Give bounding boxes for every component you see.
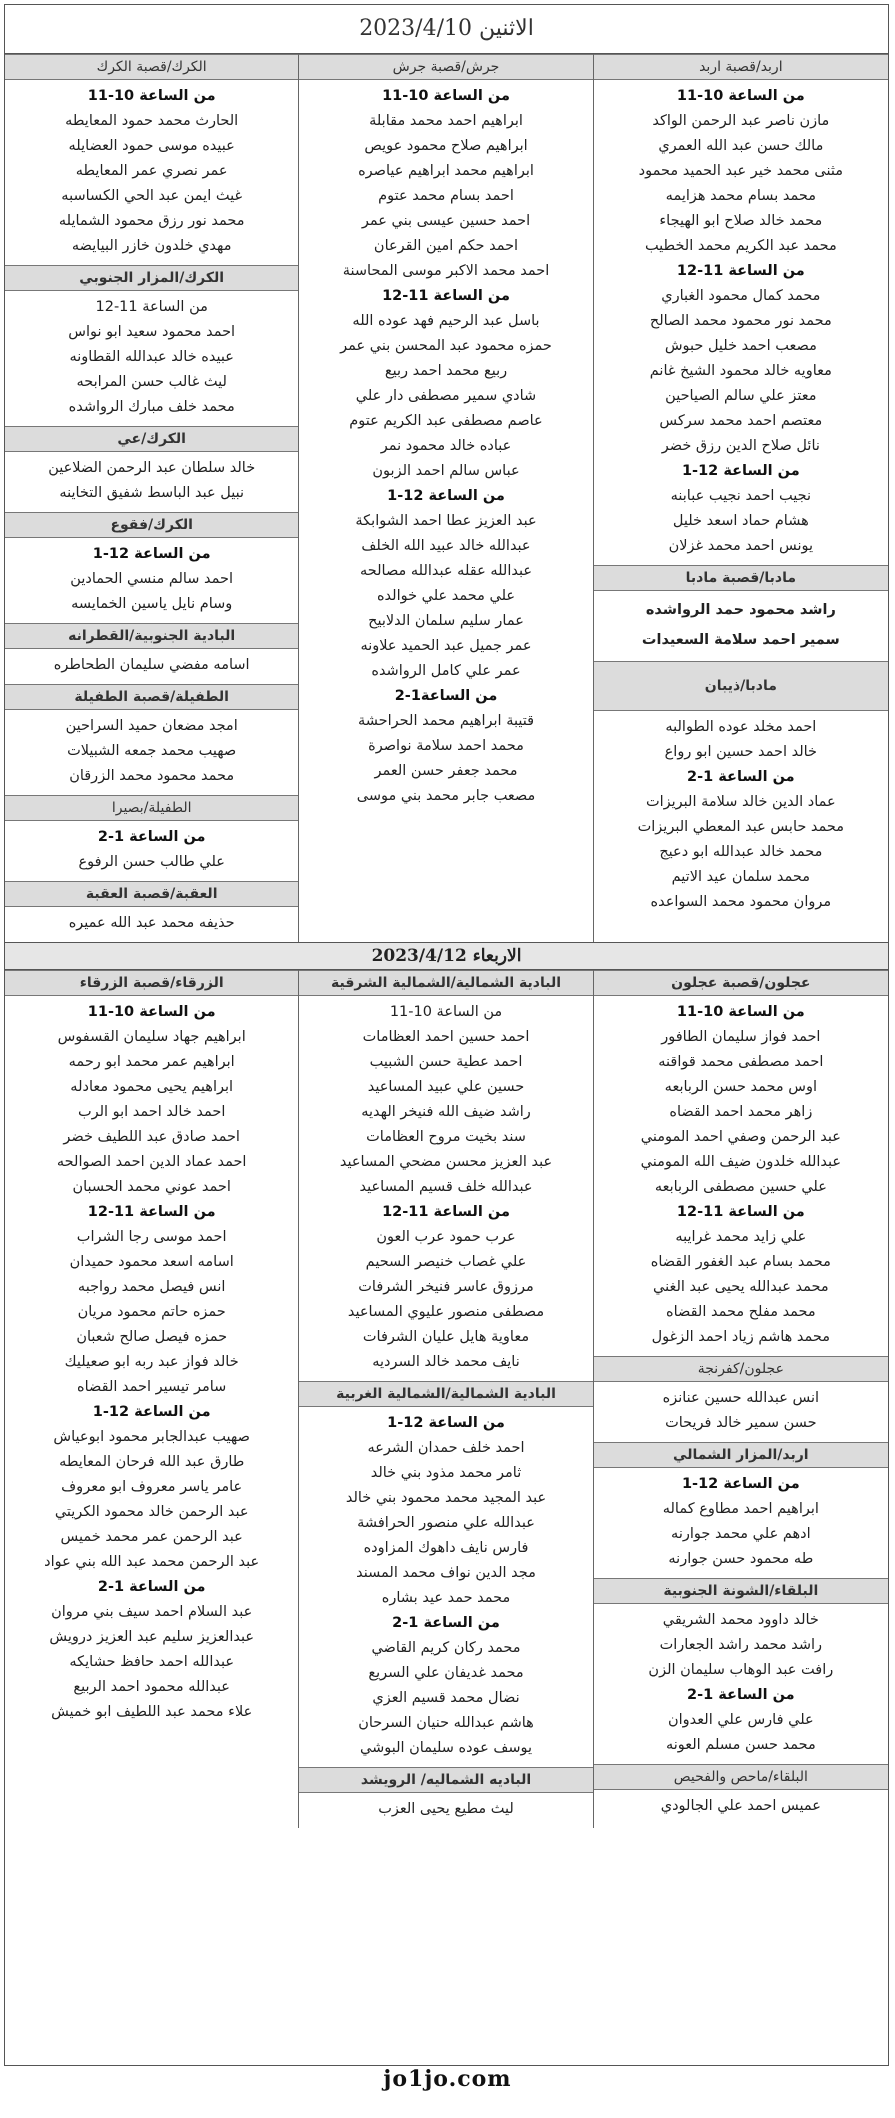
time-slot-label: من الساعة 12-1 xyxy=(681,1476,800,1492)
name-line: عبد الرحمن محمد عبد الله بني عواد xyxy=(44,1554,260,1570)
name-line: عبدالله خالد عبيد الله الخلف xyxy=(361,538,531,554)
name-line: راشد محمد راشد الجعارات xyxy=(659,1637,823,1653)
name-line: من الساعة 10-11 xyxy=(389,1004,503,1020)
section-body xyxy=(5,80,298,265)
name-line: ربيع محمد احمد ربيع xyxy=(384,363,508,379)
section-body xyxy=(5,649,298,684)
name-line: علي زايد محمد غرايبه xyxy=(675,1229,807,1245)
section-header: اربد/المزار الشمالي xyxy=(594,1442,888,1468)
section-body xyxy=(5,710,298,795)
name-line: مازن ناصر عبد الرحمن الواكد xyxy=(652,113,830,129)
name-line: غيث ايمن عبد الحي الكساسبه xyxy=(61,188,243,204)
time-slot-label: من الساعة 11-12 xyxy=(676,1204,805,1220)
name-line: محمد غديفان علي السريع xyxy=(368,1665,524,1681)
name-line: حمزه حاتم محمود مريان xyxy=(77,1304,226,1320)
name-line: سامر تيسير احمد القضاه xyxy=(77,1379,227,1395)
name-line: محمد حمد عيد بشاره xyxy=(381,1590,511,1606)
name-line: نائل صلاح الدين رزق خضر xyxy=(661,438,820,454)
section-header: الطفيلة/بصيرا xyxy=(5,795,298,821)
name-line: محمد عبدالله يحيى عبد الغني xyxy=(653,1279,829,1295)
time-slot-label: من الساعة 12-1 xyxy=(387,488,505,504)
section-header: البلقاء/الشونة الجنوبية xyxy=(594,1578,888,1604)
name-line: رافت عبد الوهاب سليمان الزن xyxy=(648,1662,834,1678)
name-line: عبدالله خلدون ضيف الله المومني xyxy=(640,1154,842,1170)
name-line: صهيب عبدالجابر محمود ابوعياش xyxy=(53,1429,250,1445)
name-line: عباده خالد محمود نمر xyxy=(380,438,512,454)
name-line: احمد مخلد عوده الطوالبه xyxy=(665,719,817,735)
name-line: عبدالعزيز سليم عبد العزيز درويش xyxy=(49,1629,254,1645)
section-body xyxy=(5,996,298,1731)
name-line: اسامه اسعد محمود حميدان xyxy=(69,1254,234,1270)
section-body xyxy=(5,907,298,942)
name-line: يوسف عوده سليمان البوشي xyxy=(359,1740,533,1756)
time-slot-label: من الساعة 10-11 xyxy=(87,88,216,104)
name-line: ادهم علي محمد جوارنه xyxy=(671,1526,811,1542)
section-body xyxy=(5,452,298,512)
name-line: حذيفه محمد عبد الله عميره xyxy=(68,915,235,931)
name-line: احمد موسى رجا الشراب xyxy=(76,1229,227,1245)
name-line: نبيل عبد الباسط شفيق التخاينه xyxy=(59,485,245,501)
name-line: محمد هاشم زياد احمد الزغول xyxy=(651,1329,831,1345)
day1-title: الاثنين 2023/4/10 xyxy=(5,5,888,54)
name-line: يونس احمد محمد غزلان xyxy=(668,538,814,554)
section-header: عجلون/كفرنجة xyxy=(594,1356,888,1382)
day1-columns xyxy=(5,54,888,942)
name-line: باسل عبد الرحيم فهد عوده الله xyxy=(352,313,540,329)
name-line: محمد خلف مبارك الرواشده xyxy=(68,399,235,415)
time-slot-label: من الساعة 10-11 xyxy=(382,88,510,104)
name-line: احمد خلف حمدان الشرعه xyxy=(367,1440,525,1456)
name-line: عباس سالم احمد الزبون xyxy=(372,463,520,479)
name-line: علي محمد علي خوالده xyxy=(376,588,516,604)
name-line: عبيده موسى حمود العضايله xyxy=(68,138,235,154)
name-line: ابراهيم محمد ابراهيم عياصره xyxy=(358,163,534,179)
name-line: احمد بسام محمد عتوم xyxy=(378,188,514,204)
section-header: البادية الجنوبية/القطرانه xyxy=(5,623,298,649)
time-slot-label: من الساعة 10-11 xyxy=(676,88,805,104)
name-line: طه محمود حسن جوارنه xyxy=(668,1551,814,1567)
name-line: احمد محمد الاكبر موسى المحاسنة xyxy=(342,263,550,279)
name-line: علي طالب حسن الرفوع xyxy=(78,854,225,870)
time-slot-label: من الساعة1-2 xyxy=(394,688,498,704)
name-line: محمد احمد سلامة نواصرة xyxy=(368,738,524,754)
section-header: البلقاء/ماحص والفحيص xyxy=(594,1764,888,1790)
column-zarqa xyxy=(5,970,299,1828)
name-line: احمد عوني محمد الحسبان xyxy=(72,1179,231,1195)
name-line: محمد بسام محمد هزايمه xyxy=(665,188,816,204)
name-line: محمد مفلح محمد القضاه xyxy=(665,1304,816,1320)
name-line: مهدي خلدون خازر البيايضه xyxy=(71,238,232,254)
name-line: محمد جعفر حسن العمر xyxy=(374,763,518,779)
name-line: محمد خالد صلاح ابو الهيجاء xyxy=(659,213,823,229)
name-line: معتز علي سالم الصياحين xyxy=(665,388,817,404)
name-line: علي فارس علي العدوان xyxy=(667,1712,814,1728)
name-line: ليث مطيع يحيى العزب xyxy=(378,1801,514,1817)
name-line: فارس نايف داهوك المزاوده xyxy=(363,1540,529,1556)
section-header: الكرك/عي xyxy=(5,426,298,452)
name-line: عرب حمود عرب العون xyxy=(376,1229,516,1245)
name-line: عمر علي كامل الرواشده xyxy=(371,663,521,679)
name-line: نضال محمد قسيم العزي xyxy=(372,1690,520,1706)
name-line: ابراهيم يحيى محمود معادله xyxy=(70,1079,234,1095)
name-line: عماد الدين خالد سلامة البريزات xyxy=(645,794,836,810)
column-ajloun xyxy=(594,970,888,1828)
name-line: الحارث محمد حمود المعايطه xyxy=(65,113,239,129)
section-header: جرش/قصبة جرش xyxy=(299,54,592,80)
time-slot-label: من الساعة 12-1 xyxy=(681,463,800,479)
time-slot-label: من الساعة 10-11 xyxy=(87,1004,216,1020)
time-slot-label: من الساعة 11-12 xyxy=(87,1204,216,1220)
name-line: عبدالله علي منصور الحرافشة xyxy=(357,1515,535,1531)
name-line: حمزه فيصل صالح شعبان xyxy=(76,1329,228,1345)
name-line: مصطفى منصور عليوي المساعيد xyxy=(347,1304,545,1320)
name-line: احمد عماد الدين احمد الصوالحه xyxy=(56,1154,247,1170)
time-slot-label: من الساعة 12-1 xyxy=(92,1404,211,1420)
name-line: محمد حسن مسلم العونه xyxy=(665,1737,816,1753)
day2-title: الاربعاء 2023/4/12 xyxy=(5,942,888,970)
time-slot-label: من الساعة 1-2 xyxy=(97,829,206,845)
name-line: محمد خالد عبدالله ابو دعيج xyxy=(659,844,823,860)
name-line: محمد عبد الكريم محمد الخطيب xyxy=(644,238,837,254)
name-line: محمد بسام عبد الغفور القضاه xyxy=(650,1254,831,1270)
name-line: نايف محمد خالد السرديه xyxy=(372,1354,520,1370)
time-slot-label: من الساعة 1-2 xyxy=(687,769,795,785)
name-line: محمد كمال محمود الغباري xyxy=(661,288,821,304)
name-line: خالد سلطان عبد الرحمن الضلاعين xyxy=(48,460,256,476)
name-line: حسين علي عبيد المساعيد xyxy=(367,1079,525,1095)
name-line: راشد محمود حمد الرواشده xyxy=(645,602,836,618)
time-slot-label: من الساعة 1-2 xyxy=(97,1579,206,1595)
name-line: محمد نور محمود محمد الصالح xyxy=(649,313,832,329)
section-header: البادية الشمالية/الشمالية الشرقية xyxy=(299,970,592,996)
name-line: انس عبدالله حسين عنانزه xyxy=(662,1390,820,1406)
name-line: قتيبة ابراهيم محمد الحراحشة xyxy=(357,713,535,729)
site-footer: jo1jo.com xyxy=(383,2066,512,2092)
name-line: ابراهيم جهاد سليمان القسفوس xyxy=(57,1029,246,1045)
name-line: احمد فواز سليمان الطافور xyxy=(661,1029,821,1045)
name-line: مصعب جابر محمد بني موسى xyxy=(356,788,536,804)
name-line: عمار سليم سلمان الدلابيح xyxy=(368,613,524,629)
name-line: معتصم احمد محمد سركس xyxy=(659,413,823,429)
name-line: احمد عطية حسن الشبيب xyxy=(369,1054,523,1070)
name-line: محمد حابس عبد المعطي البريزات xyxy=(637,819,845,835)
name-line: عبد الرحمن وصفي احمد المومني xyxy=(640,1129,841,1145)
column-karak xyxy=(5,54,299,942)
name-line: مثنى محمد خير عبد الحميد محمود xyxy=(638,163,844,179)
name-line: معاوية هايل عليان الشرفات xyxy=(362,1329,530,1345)
name-line: مروان محمود محمد السواعده xyxy=(650,894,832,910)
section-body xyxy=(594,711,888,921)
section-header: عجلون/قصبة عجلون xyxy=(594,970,888,996)
section-body xyxy=(594,1604,888,1764)
name-line: سمير احمد سلامة السعيدات xyxy=(641,632,840,648)
section-body xyxy=(594,996,888,1356)
name-line: ليث غالب حسن المرابحه xyxy=(76,374,227,390)
section-body xyxy=(299,996,592,1381)
name-line: عبدالله خلف قسيم المساعيد xyxy=(359,1179,533,1195)
name-line: محمد نور رزق محمود الشمايله xyxy=(58,213,245,229)
name-line: عبد الرحمن خالد محمود الكريتي xyxy=(54,1504,249,1520)
name-line: عامر ياسر معروف ابو معروف xyxy=(61,1479,243,1495)
schedule-page xyxy=(4,4,889,2066)
name-line: احمد حسين احمد العظامات xyxy=(362,1029,530,1045)
section-header: الكرك/فقوع xyxy=(5,512,298,538)
name-line: علاء محمد عبد اللطيف ابو خميش xyxy=(51,1704,253,1720)
time-slot-label: من الساعة 11-12 xyxy=(676,263,805,279)
name-line: احمد مصطفى محمد قواقنه xyxy=(658,1054,824,1070)
name-line: احمد حكم امين القرعان xyxy=(373,238,519,254)
name-line: مجد الدين نواف محمد المسند xyxy=(356,1565,536,1581)
time-slot-label: من الساعة 11-12 xyxy=(382,288,510,304)
time-slot-label: من الساعة 11-12 xyxy=(382,1204,510,1220)
name-line: عميس احمد علي الجالودي xyxy=(660,1798,821,1814)
name-line: عبدالله محمود احمد الربيع xyxy=(73,1679,230,1695)
name-line: ابراهيم صلاح محمود عويص xyxy=(364,138,528,154)
name-line: مالك حسن عبد الله العمري xyxy=(658,138,824,154)
name-line: احمد محمود سعيد ابو نواس xyxy=(68,324,236,340)
name-line: عبيده خالد عبدالله القطاونه xyxy=(69,349,234,365)
section-header: الكرك/قصبة الكرك xyxy=(5,54,298,80)
section-header: الكرك/المزار الجنوبي xyxy=(5,265,298,291)
name-line: عبدالله عقله عبدالله مصالحه xyxy=(359,563,533,579)
name-line: احمد حسين عيسى بني عمر xyxy=(361,213,531,229)
section-header: اربد/قصبة اربد xyxy=(594,54,888,80)
name-line: عبد الرحمن عمر محمد خميس xyxy=(60,1529,243,1545)
name-line: معاويه خالد محمود الشيخ غانم xyxy=(649,363,832,379)
name-line: طارق عبد الله فرحان المعايطه xyxy=(59,1454,245,1470)
name-line: خالد داوود محمد الشريقي xyxy=(662,1612,819,1628)
name-line: هاشم عبدالله حنيان السرحان xyxy=(358,1715,534,1731)
name-line: وسام نايل ياسين الخمايسه xyxy=(71,596,233,612)
name-line: ابراهيم عمر محمد ابو رحمه xyxy=(68,1054,235,1070)
name-line: عمر نصري عمر المعايطه xyxy=(75,163,228,179)
name-line: محمد محمود محمد الزرقان xyxy=(69,768,235,784)
name-line: احمد خالد احمد ابو الرب xyxy=(77,1104,226,1120)
column-irbid xyxy=(594,54,888,942)
name-line: مرزوق عاسر فنيخر الشرفات xyxy=(358,1279,534,1295)
name-line: انس فيصل محمد رواجبه xyxy=(77,1279,226,1295)
section-body xyxy=(594,1382,888,1442)
name-line: هشام حماد اسعد خليل xyxy=(672,513,809,529)
name-line: عبد المجيد محمد محمود بني خالد xyxy=(345,1490,547,1506)
day2-columns xyxy=(5,970,888,1828)
name-line: احمد سالم منسي الحمادين xyxy=(70,571,234,587)
name-line: شادي سمير مصطفى دار علي xyxy=(355,388,537,404)
section-header: مادبا/ذيبان xyxy=(594,661,888,711)
name-line: حسن سمير خالد فريحات xyxy=(665,1415,817,1431)
name-line: ابراهيم احمد مطاوع كماله xyxy=(662,1501,819,1517)
section-header: الطفيلة/قصبة الطفيلة xyxy=(5,684,298,710)
time-slot-label: من الساعة 10-11 xyxy=(676,1004,805,1020)
name-line: علي حسين مصطفى الربابعه xyxy=(654,1179,827,1195)
name-line: محمد ركان كريم القاضي xyxy=(371,1640,521,1656)
section-body xyxy=(594,1790,888,1825)
name-line: سند بخيت مروح العظامات xyxy=(366,1129,526,1145)
name-line: خالد فواز عبد ربه ابو صعيليك xyxy=(64,1354,239,1370)
section-body xyxy=(299,1407,592,1767)
name-line: علي غصاب خنيصر السحيم xyxy=(365,1254,527,1270)
section-body xyxy=(594,80,888,565)
name-line: مصعب احمد خليل حبوش xyxy=(664,338,817,354)
name-line: نجيب احمد نجيب عبابنه xyxy=(670,488,812,504)
section-body xyxy=(5,291,298,426)
name-line: اوس محمد حسن الربابعه xyxy=(664,1079,817,1095)
name-line: محمد سلمان عيد الاتيم xyxy=(671,869,811,885)
name-line: من الساعة 11-12 xyxy=(95,299,208,315)
section-body xyxy=(594,1468,888,1578)
name-line: عبد العزيز عطا احمد الشوابكة xyxy=(355,513,537,529)
time-slot-label: من الساعة 1-2 xyxy=(392,1615,500,1631)
name-line: ابراهيم احمد محمد مقابلة xyxy=(369,113,523,129)
name-line: امجد مضعان حميد السراحين xyxy=(65,718,238,734)
name-line: ثامر محمد مذود بني خالد xyxy=(370,1465,522,1481)
section-header: مادبا/قصبة مادبا xyxy=(594,565,888,591)
section-body xyxy=(5,821,298,881)
name-line: عمر جميل عبد الحميد علاونه xyxy=(360,638,532,654)
column-jerash xyxy=(299,54,593,942)
name-line: حمزه محمود عبد المحسن بني عمر xyxy=(340,338,552,354)
name-line: زاهر محمد احمد القضاه xyxy=(669,1104,813,1120)
name-line: عاصم مصطفى عبد الكريم عتوم xyxy=(349,413,543,429)
section-body xyxy=(299,1793,592,1828)
time-slot-label: من الساعة 1-2 xyxy=(687,1687,795,1703)
name-line: خالد احمد حسين ابو رواع xyxy=(664,744,818,760)
name-line: عبدالله احمد حافظ حشايكه xyxy=(69,1654,235,1670)
time-slot-label: من الساعة 12-1 xyxy=(92,546,211,562)
time-slot-label: من الساعة 12-1 xyxy=(387,1415,505,1431)
name-line: عبد العزيز محسن مضحي المساعيد xyxy=(339,1154,553,1170)
name-line: صهيب محمد جمعه الشبيلات xyxy=(67,743,237,759)
name-line: اسامه مفضي سليمان الطحاطره xyxy=(53,657,250,673)
name-line: عبد السلام احمد سيف بني مروان xyxy=(51,1604,253,1620)
section-body xyxy=(594,591,888,661)
section-header: الباديه الشماليه/ الرويشد xyxy=(299,1767,592,1793)
section-body xyxy=(5,538,298,623)
section-header: الزرقاء/قصبة الزرقاء xyxy=(5,970,298,996)
section-body xyxy=(299,80,592,815)
section-header: البادية الشمالية/الشمالية الغربية xyxy=(299,1381,592,1407)
column-badia xyxy=(299,970,593,1828)
name-line: راشد ضيف الله فنيخر الهديه xyxy=(361,1104,531,1120)
name-line: احمد صادق عبد اللطيف خضر xyxy=(63,1129,240,1145)
section-header: العقبة/قصبة العقبة xyxy=(5,881,298,907)
